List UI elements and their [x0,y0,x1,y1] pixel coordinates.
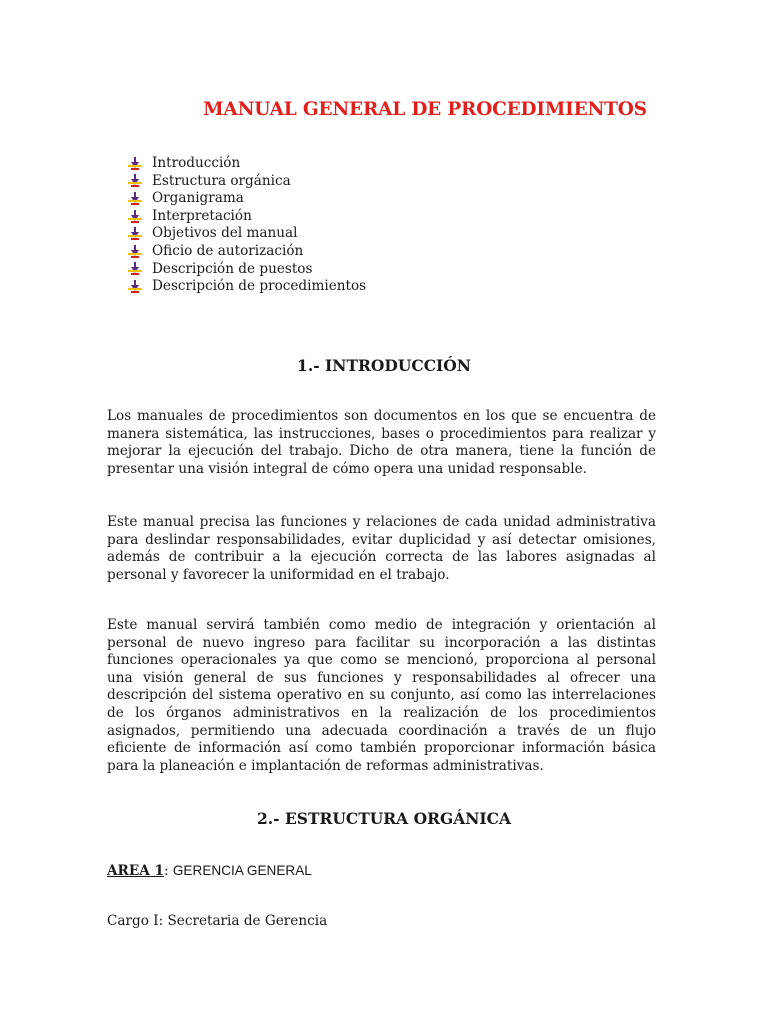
toc-item [128,155,366,173]
table-of-contents [128,155,366,296]
area-value: GERENCIA GENERAL [172,863,312,878]
toc-item [128,173,366,191]
toc-item-label: Interpretación [152,207,252,224]
area-label: AREA 1 [107,863,164,879]
toc-item-label: Oficio de autorización [152,242,304,259]
area-separator: : [163,863,173,879]
section-heading-estructura-organica: 2.- ESTRUCTURA ORGÁNICA [256,809,512,828]
cargo-line: Cargo I: Secretaria de Gerencia [107,913,328,929]
paragraph: Los manuales de procedimientos son documentos en los que se encuentra de manera sistemática, las instrucciones, bases o procedimientos para realizar y mejorar la ejecución del trabajo. Dicho de otra manera, tiene la función de presentar una visión integral de cómo opera una unidad responsable. [107,408,656,477]
toc-item [128,261,366,279]
paragraph: Este manual servirá también como medio de integración y orientación al personal de nuevo ingreso para facilitar su incorporación a las distintas funciones operacionales ya que como se mencionó, proporciona al personal una visión general de sus funciones y responsabilidades al ofrecer una descripción del sistema operativo en su conjunto, así como las interrelaciones de los órganos administrativos en la realización de los procedimientos asignados, permitiendo una adecuada coordinación a través de un flujo eficiente de información así como también proporcionar información básica para la planeación e implantación de reformas administrativas. [107,617,656,774]
paragraph: Este manual precisa las funciones y relaciones de cada unidad administrativa para deslindar responsabilidades, evitar duplicidad y así detectar omisiones, además de contribuir a la ejecución correcta de las labores asignadas al personal y favorecer la uniformidad en el trabajo. [107,514,656,583]
toc-item-label: Descripción de puestos [152,260,313,277]
area-line [107,862,312,881]
toc-item [128,278,366,296]
section-heading-introduccion: 1.- INTRODUCCIÓN [297,356,471,375]
toc-item [128,190,366,208]
arrow-bullet-icon [128,192,142,206]
toc-item [128,208,366,226]
toc-item-label: Organigrama [152,190,244,207]
toc-item-label: Objetivos del manual [152,225,298,242]
document-title: MANUAL GENERAL DE PROCEDIMIENTOS [203,99,647,120]
arrow-bullet-icon [128,280,142,294]
arrow-bullet-icon [128,174,142,188]
toc-item [128,243,366,261]
arrow-bullet-icon [128,262,142,276]
toc-item-label: Descripción de procedimientos [152,278,367,295]
toc-item-label: Estructura orgánica [152,172,291,189]
arrow-bullet-icon [128,245,142,259]
arrow-bullet-icon [128,210,142,224]
arrow-bullet-icon [128,157,142,171]
toc-item-label: Introducción [152,155,241,171]
arrow-bullet-icon [128,227,142,241]
toc-item [128,225,366,243]
